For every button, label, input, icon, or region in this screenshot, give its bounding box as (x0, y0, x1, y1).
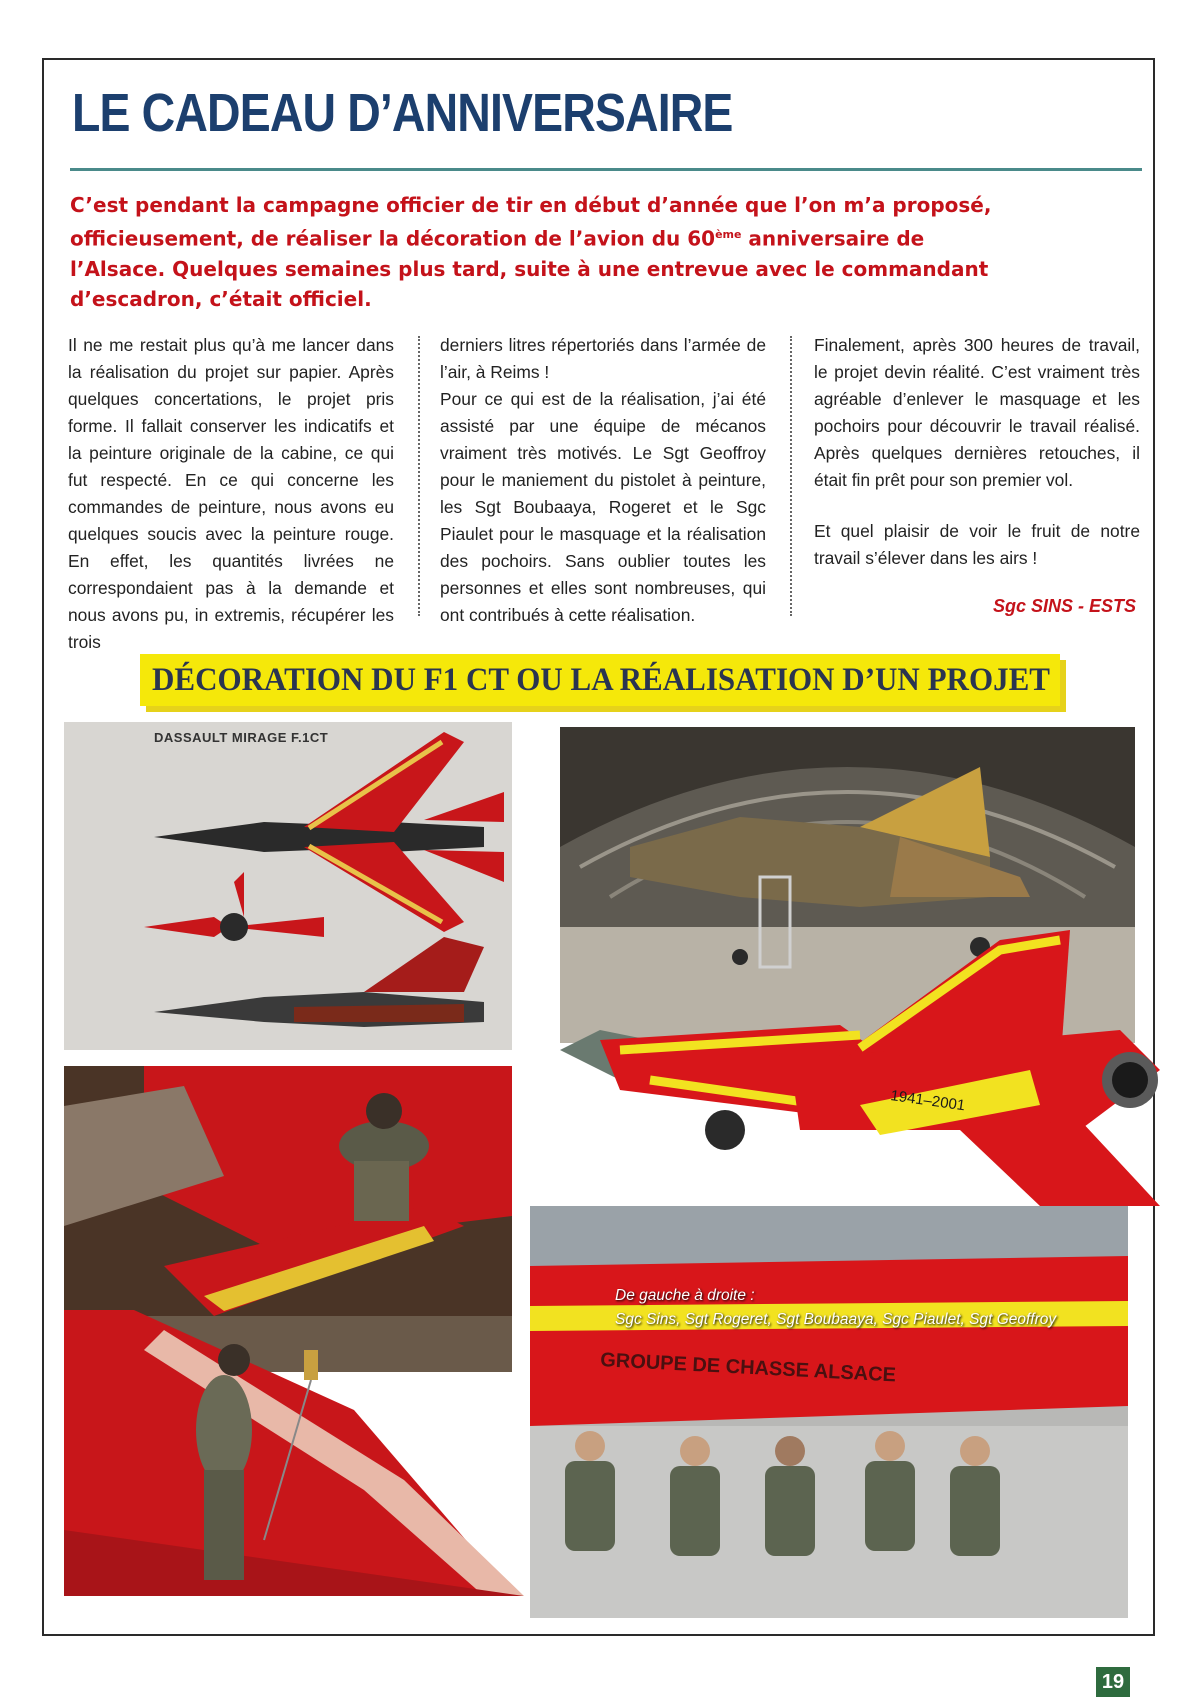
intro-paragraph (70, 190, 1150, 314)
column-1-text: Il ne me restait plus qu’à me lancer dans la réalisation du projet sur papier. Après quelques concertations, le projet pris forme. Il fallait conserver les indicatifs et la peinture originale de la cabine, ce qui fut respecté. En ce qui concerne les commandes de peinture, nous avons eu quelques soucis avec la peinture rouge. En effet, les quantités livrées ne correspondaient pas à la demande et nous avons pu, in extremis, récupérer les trois (68, 335, 394, 652)
title-rule (70, 168, 1142, 171)
team-caption-line: De gauche à droite : (615, 1287, 755, 1304)
intro-line (70, 220, 1150, 254)
column-1 (68, 332, 394, 656)
mirage-drawing-image (64, 722, 512, 1050)
intro-line: l’Alsace. Quelques semaines plus tard, suite à une entrevue avec le commandant (70, 256, 989, 281)
intro-line: C’est pendant la campagne officier de tir en début d’année que l’on m’a proposé, (70, 193, 992, 217)
page-title: LE CADEAU D’ANNIVERSAIRE (72, 83, 733, 143)
finished-aircraft-photo (560, 930, 1187, 1206)
banner-text: DÉCORATION DU F1 CT OU LA RÉALISATION D’UN PROJET (152, 662, 1050, 698)
column-3 (814, 332, 1140, 572)
drawing-caption: DASSAULT MIRAGE F.1CT (154, 730, 329, 745)
fuselage-text: GROUPE DE CHASSE ALSACE (599, 1349, 897, 1387)
team-photo (530, 1206, 1128, 1618)
column-3-text-a: Finalement, après 300 heures de travail, le projet devin réalité. C’est vraiment très agréable d’enlever le masquage et les pochoirs pour découvrir le travail réalisé. Après quelques dernières retouches, il était fin prêt pour son premier vol. (814, 335, 1140, 490)
intro-text: officieusement, de réaliser la décoration de l’avion du 60 (70, 226, 716, 251)
page-number: 19 (1096, 1667, 1130, 1697)
intro-superscript: ème (715, 228, 742, 241)
section-banner (140, 654, 1060, 706)
column-divider (418, 336, 420, 616)
team-image (530, 1206, 1128, 1618)
tail-date-text: 1941–2001 (889, 1087, 967, 1115)
signature: Sgc SINS - ESTS (992, 596, 1136, 616)
finished-aircraft-image (560, 930, 1187, 1206)
team-caption-line: Sgc Sins, Sgt Rogeret, Sgt Boubaaya, Sgc Piaulet, Sgt Geoffroy (615, 1311, 1057, 1328)
intro-line: d’escadron, c’était officiel. (70, 286, 372, 311)
column-2-text-a: derniers litres répertoriés dans l’armée de l’air, à Reims ! (440, 335, 766, 382)
intro-text: anniversaire de (741, 226, 925, 251)
column-divider (790, 336, 792, 616)
column-2-text-b: Pour ce qui est de la réalisation, j’ai été assisté par une équipe de mécanos vraiment très motivés. Le Sgt Geoffroy pour le maniement du pistolet à peinture, les Sgt Boubaaya, Rogeret et le Sgc Piaulet pour le masquage et la réalisation des pochoirs. Sans oublier toutes les personnes et elles sont nombreuses, qui ont contribués à cette réalisation. (440, 389, 766, 625)
team-caption (615, 1284, 1056, 1332)
column-3-text-b: Et quel plaisir de voir le fruit de notre travail s’élever dans les airs ! (814, 521, 1140, 568)
painting-tail-image (64, 1310, 524, 1596)
painting-tail-photo (64, 1310, 524, 1596)
drawing-photo (64, 722, 512, 1050)
column-2 (440, 332, 766, 629)
